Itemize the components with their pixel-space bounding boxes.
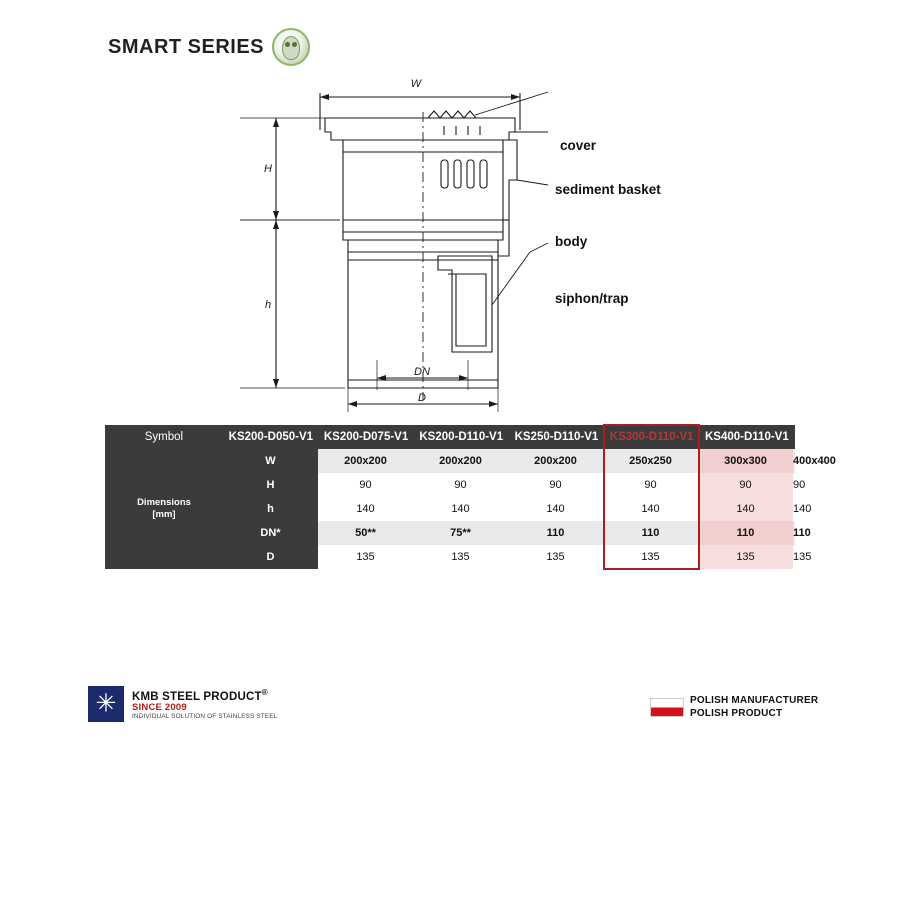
header-col-4-highlighted: KS300-D110-V1	[604, 425, 699, 449]
header-col-0: KS200-D050-V1	[223, 425, 318, 449]
cell-W-3: 250x250	[603, 449, 698, 473]
cell-DN-3: 110	[603, 521, 698, 545]
dimension-label-D: D	[418, 392, 426, 404]
header-col-1: KS200-D075-V1	[318, 425, 413, 449]
dimensions-label	[105, 449, 223, 569]
cell-DN-5: 110	[793, 521, 795, 545]
cell-h-5: 140	[793, 497, 795, 521]
footer-brand	[88, 686, 277, 722]
cell-DN-1: 75**	[413, 521, 508, 545]
cell-H-4: 90	[698, 473, 793, 497]
header-col-5: KS400-D110-V1	[699, 425, 794, 449]
row-key-H: H	[223, 473, 318, 497]
header-symbol: Symbol	[105, 425, 223, 449]
cell-h-0: 140	[318, 497, 413, 521]
cell-H-0: 90	[318, 473, 413, 497]
cell-h-2: 140	[508, 497, 603, 521]
row-key-D: D	[223, 545, 318, 569]
manufacturer-line1: POLISH MANUFACTURER	[690, 695, 819, 706]
header-col-3: KS250-D110-V1	[509, 425, 604, 449]
kmb-logo-icon	[88, 686, 124, 722]
kmb-text-block	[132, 688, 277, 721]
callout-cover: cover	[560, 138, 597, 153]
specification-table-wrapper	[105, 425, 836, 569]
table-header-row	[105, 425, 795, 449]
cell-D-3: 135	[603, 545, 698, 569]
cell-DN-2: 110	[508, 521, 603, 545]
dimension-label-W: W	[410, 78, 422, 90]
cell-D-1: 135	[413, 545, 508, 569]
dimensions-label-line1: Dimensions	[137, 497, 191, 509]
cell-W-1: 200x200	[413, 449, 508, 473]
drain-drawing-svg	[230, 60, 700, 420]
cell-D-0: 135	[318, 545, 413, 569]
specification-table	[105, 425, 795, 449]
origin-text-block	[690, 695, 818, 720]
cell-W-4: 300x300	[698, 449, 793, 473]
star-icon: ✳	[95, 689, 117, 718]
callout-body: body	[555, 234, 588, 249]
cell-h-1: 140	[413, 497, 508, 521]
dimension-label-DN: DN	[414, 366, 430, 378]
technical-drawing	[230, 60, 700, 420]
callout-sediment-basket: sediment basket	[555, 182, 661, 197]
brand-registered-mark: ®	[261, 687, 268, 697]
cell-h-3: 140	[603, 497, 698, 521]
cell-W-2: 200x200	[508, 449, 603, 473]
page-title: SMART SERIES	[108, 35, 265, 58]
dimensions-label-line2: [mm]	[152, 509, 176, 520]
cell-H-5: 90	[793, 473, 795, 497]
cell-D-2: 135	[508, 545, 603, 569]
polish-flag-icon	[650, 698, 684, 717]
owl-body-shape	[282, 36, 300, 60]
cell-D-4: 135	[698, 545, 793, 569]
cell-W-5: 400x400	[793, 449, 795, 473]
manufacturer-line2: POLISH PRODUCT	[690, 707, 783, 719]
footer-origin	[650, 695, 818, 720]
cell-H-3: 90	[603, 473, 698, 497]
owl-eye-left-icon	[285, 42, 290, 47]
row-key-h: h	[223, 497, 318, 521]
brand-name	[132, 688, 277, 703]
cell-H-1: 90	[413, 473, 508, 497]
cell-DN-0: 50**	[318, 521, 413, 545]
owl-eye-right-icon	[292, 42, 297, 47]
brand-tagline: INDIVIDUAL SOLUTION OF STAINLESS STEEL	[132, 713, 278, 721]
brand-name-text: KMB STEEL PRODUCT	[132, 690, 262, 703]
row-key-W: W	[223, 449, 318, 473]
cell-H-2: 90	[508, 473, 603, 497]
dimension-label-h: h	[264, 299, 272, 311]
specification-table-body	[105, 449, 836, 569]
cell-D-5: 135	[793, 545, 795, 569]
table-row	[105, 449, 795, 473]
header-col-2: KS200-D110-V1	[414, 425, 509, 449]
cell-h-4: 140	[698, 497, 793, 521]
dimension-label-H: H	[264, 163, 272, 175]
callout-siphon-trap: siphon/trap	[555, 291, 629, 306]
cell-DN-4: 110	[698, 521, 793, 545]
cell-W-0: 200x200	[318, 449, 413, 473]
brand-since: SINCE 2009	[132, 702, 187, 714]
row-key-DN: DN*	[223, 521, 318, 545]
